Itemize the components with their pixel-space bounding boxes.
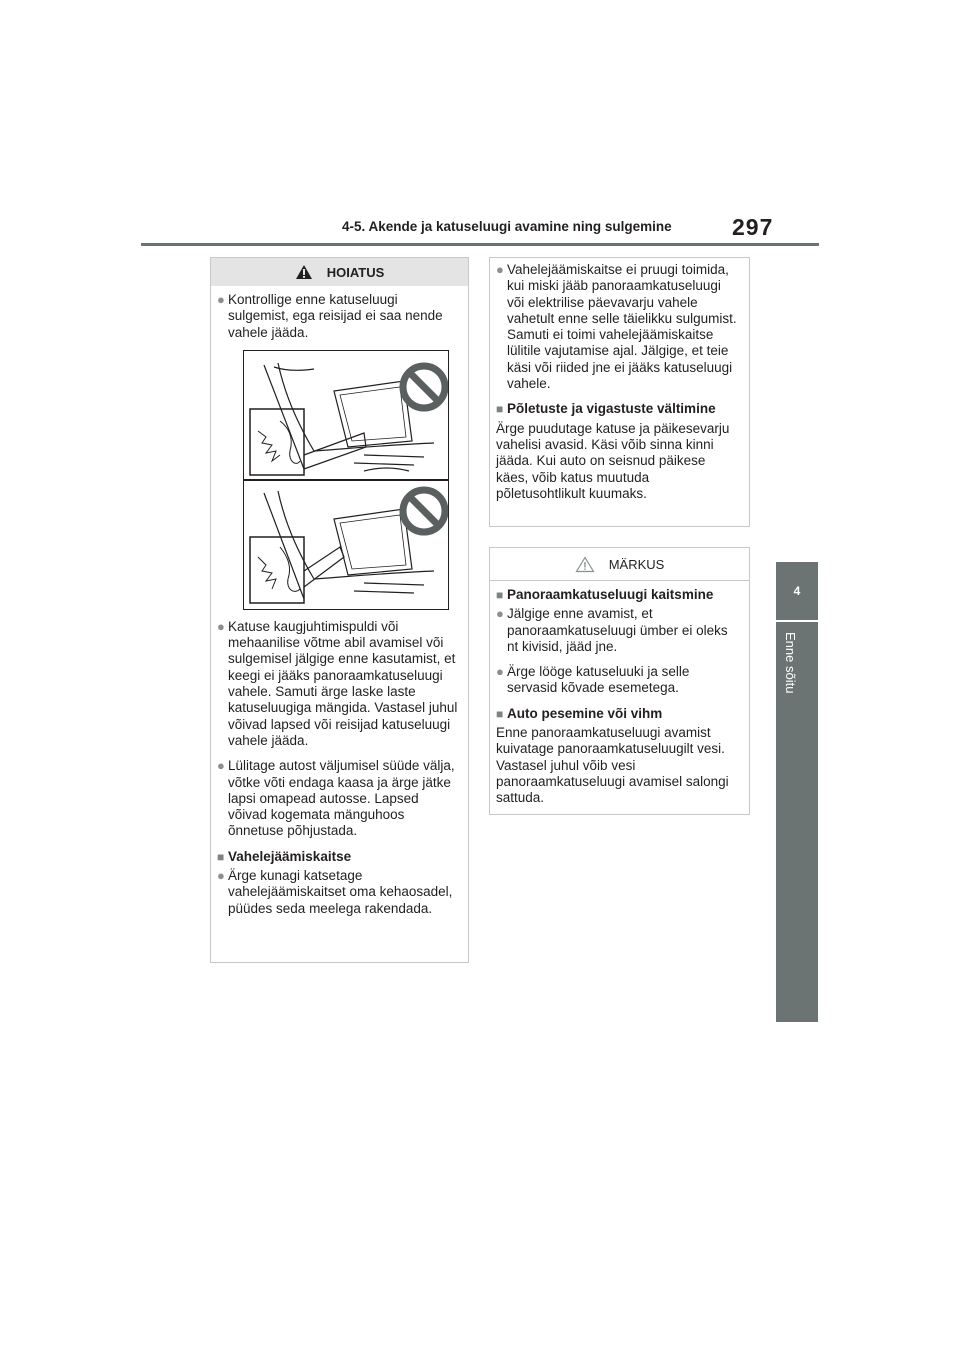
note-item: ● Ärge lööge katuseluuki ja selle servasid kõvade esemetega. [496, 664, 690, 696]
illustration-divider [244, 479, 448, 481]
bullet-icon: ● [496, 262, 504, 277]
caution-outline-icon [575, 556, 595, 573]
page-number: 297 [732, 214, 774, 240]
warning-item: ● Kontrollige enne katuseluugi sulgemist, ega reisijad ei saa nende vahele jääda. [217, 292, 443, 340]
warning-box-title: HOIATUS [326, 264, 385, 280]
warning-item: ● Lülitage autost väljumisel süüde välja, võtke võti endaga kaasa ja ärge jätke lapsi omapead autosse. Lapsed võivad kogemata mänguhoos õnnetuse põhjustada. [217, 758, 455, 839]
subsection-heading: ■ Põletuste ja vigastuste vältimine [496, 401, 716, 417]
bullet-icon: ● [217, 868, 225, 884]
square-bullet-icon: ■ [217, 849, 225, 864]
note-box [489, 547, 750, 815]
subsection-text: Enne panoraamkatuseluugi avamist kuivatage panoraamkatuseluugilt vesi. Vastasel juhul võib vesi panoraamkatuseluugi avamisel salongi sattuda. [496, 725, 729, 806]
chapter-tab-number: 4 [776, 562, 818, 620]
header-rule [141, 243, 819, 246]
note-item: ● Jälgige enne avamist, et panoraamkatuseluugi ümber ei oleks nt kivisid, jääd jne. [496, 606, 728, 654]
note-box-header [490, 548, 749, 581]
warning-continuation-box [489, 257, 750, 527]
subsection-heading: ■ Panoraamkatuseluugi kaitsmine [496, 587, 714, 602]
subsection-text: Ärge puudutage katuse ja päikesevarju vahelisi avasid. Käsi võib sinna kinni jääda. Kui auto on seisnud päikese käes, võib katus muutuda põletusohtlikult kuumaks. [496, 420, 730, 501]
bullet-icon: ● [217, 618, 225, 634]
prohibited-icon [403, 490, 445, 532]
warning-box-header [211, 258, 468, 286]
sunroof-illustration [243, 350, 449, 610]
square-bullet-icon: ■ [496, 588, 504, 602]
warning-item: ● Vahelejäämiskaitse ei pruugi toimida, kui miski jääb panoraamkatuseluugi või elektrilise päevavarju vahele vahetult enne selle täielikku sulgumist. Samuti ei toimi vahelejäämiskaitse lülitile vajutamise ajal. Jälgige, et teie käsi või riided jne ei jääks katuseluugi vahele. [496, 262, 737, 392]
square-bullet-icon: ■ [496, 402, 504, 417]
warning-triangle-icon [295, 264, 313, 280]
bullet-icon: ● [217, 292, 225, 307]
subsection-heading: ■ Auto pesemine või vihm [496, 705, 663, 721]
header-section-title: 4-5. Akende ja katuseluugi avamine ning sulgemine [342, 219, 672, 234]
bullet-icon: ● [496, 606, 504, 622]
warning-box [210, 257, 469, 963]
chapter-tab-label: Enne sõitu [783, 632, 798, 694]
bullet-icon: ● [217, 758, 225, 774]
prohibited-icon [403, 366, 445, 408]
warning-item: ● Katuse kaugjuhtimispuldi või mehaanilise võtme abil avamisel või sulgemisel jälgige enne kasutamist, et keegi ei jääks panoraamkatuseluugi vahele. Samuti ärge laske laste katuseluugiga mängida. Vastasel juhul võivad lapsed või reisijad katuseluugi vahele jääda. [217, 618, 458, 748]
note-box-title: MÄRKUS [608, 556, 665, 572]
square-bullet-icon: ■ [496, 706, 504, 721]
bullet-icon: ● [496, 664, 504, 680]
warning-item: ● Ärge kunagi katsetage vahelejäämiskaitset oma kehaosadel, püüdes seda meelega rakendada. [217, 868, 453, 916]
subsection-heading: ■ Vahelejäämiskaitse [217, 848, 352, 864]
